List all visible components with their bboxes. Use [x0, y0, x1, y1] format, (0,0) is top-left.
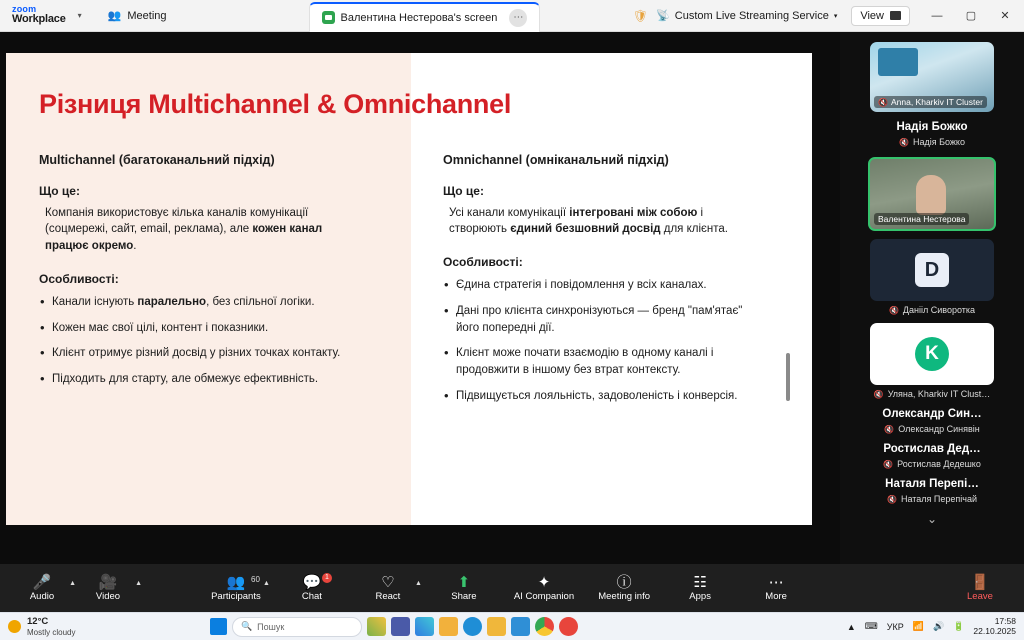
toolbar-right-group	[954, 574, 1024, 602]
omnichannel-features-label: Особливості:	[443, 254, 523, 269]
clock[interactable]	[973, 617, 1016, 637]
view-label: View	[860, 9, 884, 22]
participant-group-natalia: Наталя Перепі…	[885, 478, 979, 490]
participant-group-nadia: Надія Божко	[896, 121, 968, 133]
tab-screen-share[interactable]	[309, 2, 541, 32]
participant-name-daniil: 🔇 Данііл Сиворотка	[888, 305, 976, 315]
sun-icon	[8, 620, 21, 633]
list-item: • Кожен має свої цілі, контент і показники.	[39, 320, 369, 337]
participant-name-oleksandr: 🔇 Олександр Синявін	[884, 424, 980, 434]
chat-button[interactable]	[286, 574, 338, 602]
chat-icon: 💬	[302, 574, 322, 591]
share-button[interactable]	[438, 574, 490, 602]
list-item: • Підвищується лояльність, задоволеність і конверсія.	[443, 388, 763, 405]
title-bar-right	[625, 0, 1024, 32]
company-logo-icon	[915, 337, 949, 371]
minimize-button[interactable]: —	[931, 9, 943, 22]
streaming-caret-icon: ▾	[833, 12, 838, 20]
streaming-icon: 📡	[656, 10, 670, 22]
audio-caret-icon[interactable]: ▲	[69, 580, 76, 587]
ai-companion-button[interactable]	[514, 574, 574, 602]
zoom-brand-line2: Workplace	[12, 13, 66, 26]
battery-icon[interactable]: 🔋	[953, 621, 965, 631]
system-tray	[847, 617, 1024, 637]
slide-scrollbar[interactable]	[786, 353, 790, 401]
leave-icon: 🚪	[970, 574, 990, 591]
more-icon: ⋯	[768, 574, 784, 591]
participant-group-oleksandr: Олександр Син…	[882, 408, 982, 420]
omnichannel-heading: Omnichannel (омніканальний підхід)	[443, 153, 669, 167]
share-label: Share	[451, 591, 477, 602]
list-item: • Єдина стратегія і повідомлення у всіх каналах.	[443, 277, 763, 294]
copilot-icon[interactable]	[415, 617, 434, 636]
leave-label: Leave	[967, 591, 993, 602]
view-button[interactable]	[851, 6, 910, 26]
participant-tile-daniil[interactable]	[870, 239, 994, 301]
tab-meeting-label: Meeting	[127, 9, 167, 22]
weather-widget[interactable]	[0, 616, 75, 637]
multichannel-bullets	[39, 294, 369, 388]
participant-group-rostyslav: Ростислав Дед…	[883, 443, 981, 455]
volume-icon[interactable]: 🔊	[932, 621, 945, 631]
chat-badge: 1	[322, 573, 332, 583]
tray-keyboard-icon[interactable]: ⌨	[864, 621, 878, 631]
mic-off-icon: 🔇	[878, 97, 888, 107]
clock-time: 17:58	[994, 615, 1016, 626]
list-item: • Підходить для старту, але обмежує ефективність.	[39, 371, 369, 388]
react-caret-icon[interactable]: ▲	[414, 580, 422, 587]
live-streaming-status[interactable]	[656, 9, 837, 22]
list-item: • Дані про клієнта синхронізуються — бренд "пам'ятає" його попередні дії.	[443, 303, 763, 336]
participants-caret-icon[interactable]: ▲	[262, 580, 270, 587]
participants-label: Participants	[211, 591, 261, 602]
chat-label: Chat	[301, 591, 322, 602]
mic-off-icon: 🔇	[888, 305, 899, 315]
view-grid-icon	[890, 11, 901, 20]
slide-column-multichannel	[39, 151, 369, 397]
wifi-icon[interactable]: 📶	[912, 621, 924, 631]
slide-title: Різниця Multichannel & Omnichannel	[39, 89, 512, 119]
participant-name: 🔇 Anna, Kharkiv IT Cluster	[874, 96, 987, 108]
omnichannel-bullets	[443, 277, 763, 404]
mic-off-icon: 🔇	[883, 459, 894, 469]
slide-column-omnichannel	[443, 151, 763, 413]
zoom-brand-line1: zoom	[12, 4, 37, 14]
multichannel-what-text: Компанія використовує кілька каналів комунікації (соцмережі, сайт, email, реклама), але кожен канал працює окремо.	[45, 206, 323, 252]
avatar: D	[915, 253, 949, 287]
participant-name-rostyslav: 🔇 Ростислав Дедешко	[883, 459, 981, 469]
participants-count: 60	[251, 575, 260, 584]
sparkle-icon: ✦	[537, 574, 551, 591]
explorer-icon[interactable]	[439, 617, 458, 636]
streaming-label: Custom Live Streaming Service	[674, 9, 829, 22]
video-caret-icon[interactable]: ▲	[135, 580, 142, 587]
store-icon[interactable]	[511, 617, 530, 636]
multichannel-heading: Multichannel (багатоканальний підхід)	[39, 153, 275, 167]
widgets-icon[interactable]	[367, 617, 386, 636]
react-label: React	[375, 591, 401, 602]
heart-icon: ♡	[381, 574, 395, 591]
workspace-caret-icon[interactable]: ▾	[77, 11, 82, 20]
weather-desc: Mostly cloudy	[27, 628, 76, 637]
chrome-icon[interactable]	[535, 617, 554, 636]
tab-screen-share-label: Валентина Нестерова's screen	[340, 11, 498, 24]
people-icon: 👥	[107, 10, 122, 22]
omnichannel-what-text: Усі канали комунікації інтегровані між собою і створюють єдиний безшовний досвід для клієнта.	[449, 206, 728, 236]
participant-tile-uliana[interactable]	[870, 323, 994, 385]
list-item: • Клієнт може почати взаємодію в одному каналі і продовжити в іншому без втрат контексту.	[443, 345, 763, 378]
participant-name: Валентина Нестерова	[874, 213, 969, 225]
share-screen-icon: ⬆	[457, 574, 471, 591]
participants-video-panel[interactable]	[840, 32, 1024, 612]
multichannel-features-label: Особливості:	[39, 271, 119, 286]
close-button[interactable]: ✕	[1000, 10, 1010, 22]
list-item: • Канали існують паралельно, без спільної логіки.	[39, 294, 369, 311]
participants-button[interactable]	[210, 574, 270, 602]
multichannel-what-label: Що це:	[39, 184, 80, 199]
folder-icon[interactable]	[487, 617, 506, 636]
panel-scroll-down-icon[interactable]: ⌄	[926, 512, 938, 526]
participant-tile-valentyna[interactable]	[868, 157, 996, 231]
participant-tile-anna[interactable]	[870, 42, 994, 112]
list-item: • Клієнт отримує різний досвід у різних точках контакту.	[39, 345, 369, 362]
meeting-toolbar	[0, 564, 1024, 612]
search-icon: 🔍	[240, 621, 253, 631]
windows-start-icon[interactable]	[210, 618, 227, 635]
video-thumbnail	[916, 175, 946, 215]
shield-icon[interactable]: 🛡	[632, 8, 649, 23]
meeting-info-button[interactable]	[598, 574, 650, 602]
more-button[interactable]	[750, 574, 802, 602]
taskbar-apps	[210, 617, 578, 637]
omnichannel-what-label: Що це:	[443, 184, 484, 199]
toolbar-left-group	[0, 574, 142, 602]
camera-icon: 🎥	[98, 574, 118, 591]
audio-label: Audio	[29, 591, 55, 602]
mic-off-icon: 🔇	[884, 424, 895, 434]
windows-taskbar	[0, 612, 1024, 640]
microphone-icon: 🎤	[32, 574, 52, 591]
title-bar	[0, 0, 1024, 32]
mic-off-icon: 🔇	[886, 494, 897, 504]
mic-off-icon: 🔇	[873, 389, 884, 399]
meeting-info-label: Meeting info	[598, 591, 650, 602]
search-placeholder: Пошук	[257, 621, 285, 632]
apps-button[interactable]	[674, 574, 726, 602]
tray-language[interactable]: УКР	[886, 621, 904, 632]
video-button[interactable]	[82, 574, 142, 602]
info-icon: ⓘ	[616, 574, 632, 591]
leave-button[interactable]	[954, 574, 1006, 602]
weather-temp: 12°C	[27, 616, 49, 627]
apps-icon: ☷	[693, 574, 707, 591]
screen-share-icon	[322, 11, 335, 24]
mic-off-icon: 🔇	[899, 137, 909, 147]
ai-companion-label: AI Companion	[513, 591, 575, 602]
teams-icon[interactable]	[391, 617, 410, 636]
participant-name-uliana: 🔇 Уляна, Kharkiv IT Clust…	[873, 389, 991, 399]
tray-chevron-icon[interactable]: ▲	[846, 621, 856, 632]
video-label: Video	[95, 591, 121, 602]
toolbar-center-group	[210, 574, 802, 602]
react-button[interactable]	[362, 574, 422, 602]
maximize-button[interactable]: ▢	[965, 10, 977, 22]
presentation-slide	[6, 53, 812, 525]
edge-icon[interactable]	[463, 617, 482, 636]
participant-name-natalia: 🔇 Наталя Перепічай	[886, 494, 977, 504]
zoom-icon[interactable]	[559, 617, 578, 636]
clock-date: 22.10.2025	[973, 625, 1016, 636]
shared-screen-stage[interactable]	[0, 32, 840, 564]
participants-icon: 👥	[226, 574, 246, 591]
tab-more-icon[interactable]: ⋯	[509, 9, 527, 27]
participant-name-nadia: 🔇 Надія Божко	[899, 137, 965, 147]
apps-label: Apps	[689, 591, 711, 602]
zoom-logo	[0, 5, 76, 26]
more-label: More	[765, 591, 787, 602]
tab-meeting[interactable]	[96, 0, 179, 32]
audio-button[interactable]	[16, 574, 76, 602]
search-input[interactable]	[232, 617, 362, 637]
video-thumbnail	[878, 48, 918, 76]
